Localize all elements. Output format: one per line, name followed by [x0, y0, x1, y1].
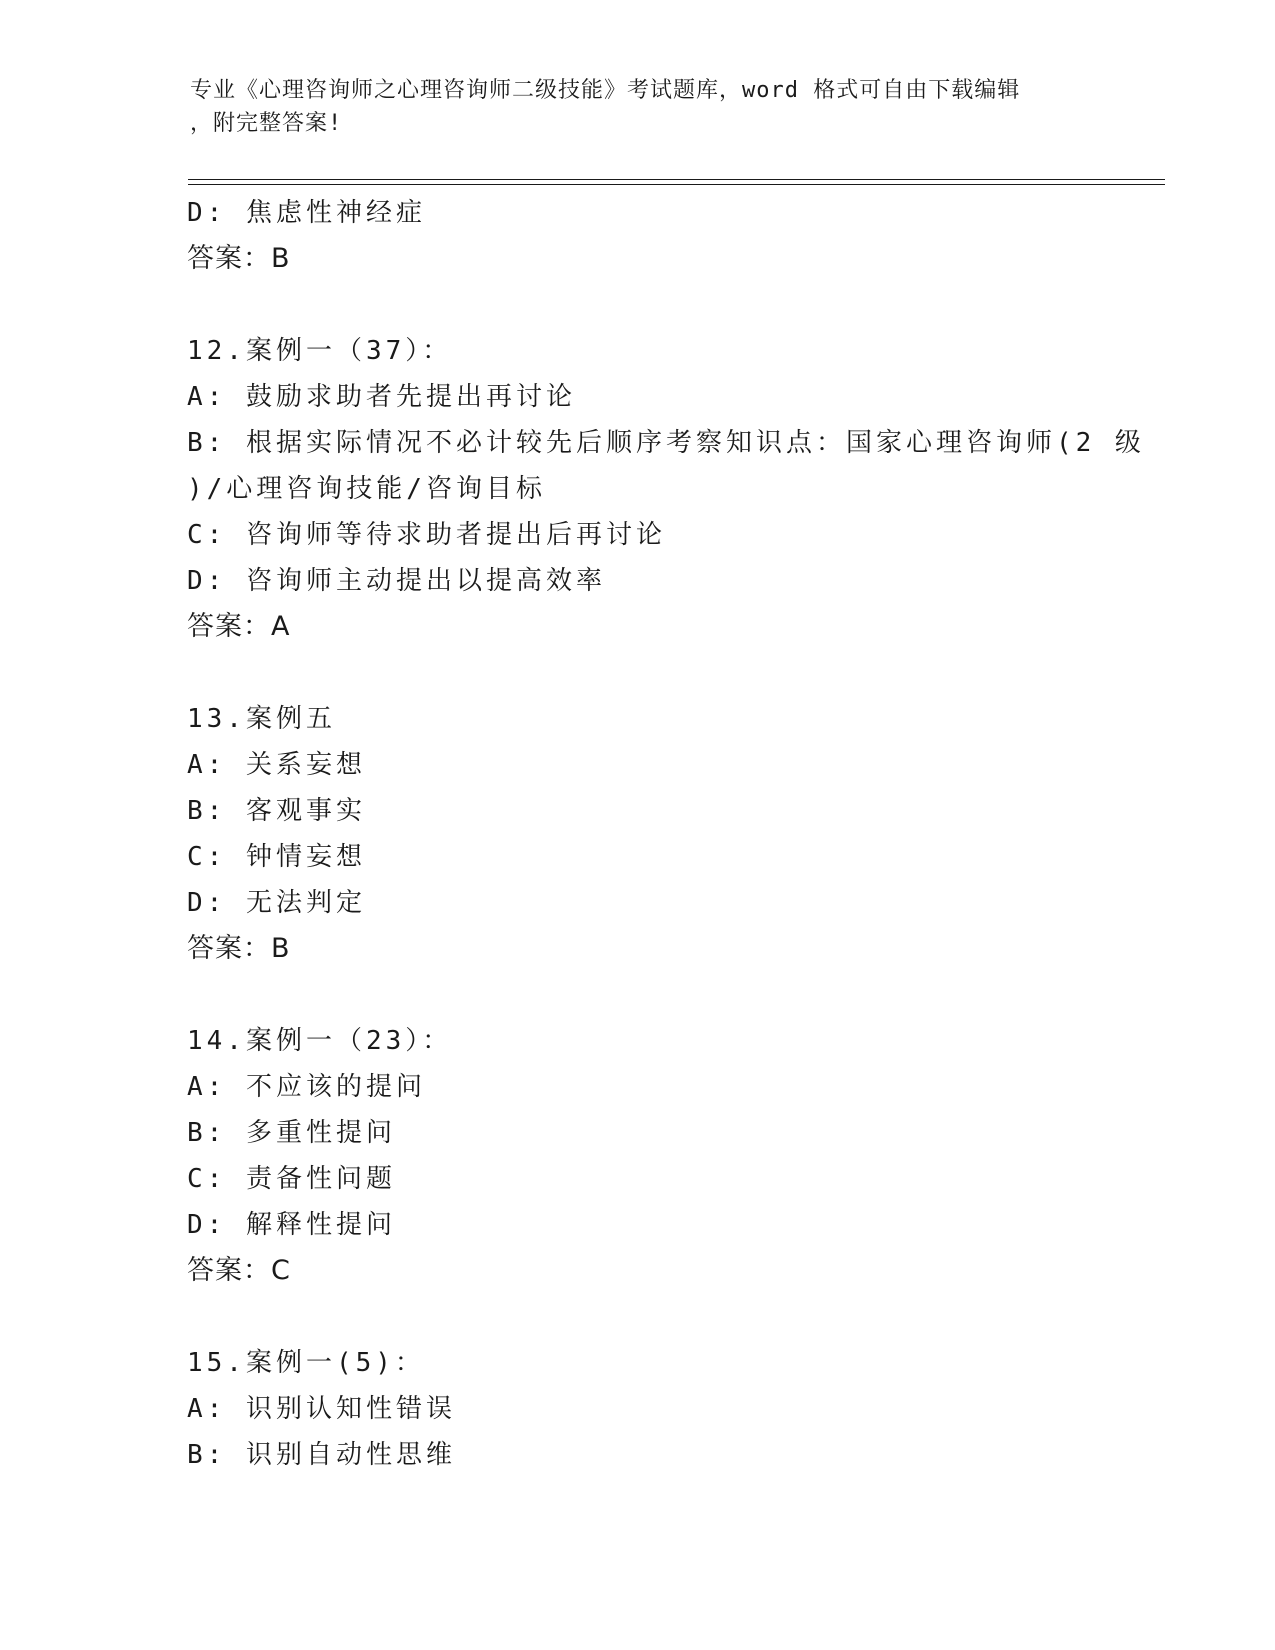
option-b: B: 识别自动性思维	[187, 1440, 456, 1470]
answer-line: 答案：C	[187, 1255, 291, 1286]
option-b: B: 多重性提问	[187, 1118, 396, 1148]
option-c: C: 责备性问题	[187, 1164, 396, 1194]
question-title: 14.案例一（23）：	[187, 1026, 453, 1056]
question-block-11	[187, 190, 1187, 282]
option-b: B: 根据实际情况不必计较先后顺序考察知识点：国家心理咨询师(2 级	[187, 428, 1145, 458]
answer-line: 答案：B	[187, 243, 291, 274]
option-d: D: 咨询师主动提出以提高效率	[187, 566, 606, 596]
question-block-13	[187, 696, 1187, 972]
option-c: C: 咨询师等待求助者提出后再讨论	[187, 520, 666, 550]
header-line-2: ，附完整答案!	[190, 111, 343, 136]
question-block-14	[187, 1018, 1187, 1294]
option-d: D: 无法判定	[187, 888, 366, 918]
option-a: A: 鼓励求助者先提出再讨论	[187, 382, 576, 412]
answer-line: 答案：A	[187, 611, 291, 642]
question-block-12	[187, 328, 1187, 650]
question-title: 12.案例一（37）：	[187, 336, 453, 366]
option-d: D: 解释性提问	[187, 1210, 396, 1240]
question-title: 13.案例五	[187, 704, 336, 734]
option-d: D: 焦虑性神经症	[187, 198, 426, 228]
question-block-15	[187, 1340, 1187, 1478]
option-b-continued: )/心理咨询技能/咨询目标	[187, 474, 546, 504]
header-divider-bottom	[188, 184, 1165, 185]
answer-line: 答案：B	[187, 933, 291, 964]
document-header	[190, 74, 1090, 140]
header-divider-top	[188, 179, 1165, 180]
option-c: C: 钟情妄想	[187, 842, 366, 872]
option-a: A: 不应该的提问	[187, 1072, 426, 1102]
question-title: 15.案例一(5)：	[187, 1348, 425, 1378]
option-a: A: 关系妄想	[187, 750, 366, 780]
header-line-1: 专业《心理咨询师之心理咨询师二级技能》考试题库，word 格式可自由下载编辑	[190, 78, 1021, 103]
option-b: B: 客观事实	[187, 796, 366, 826]
option-a: A: 识别认知性错误	[187, 1394, 456, 1424]
question-list	[187, 190, 1187, 1478]
